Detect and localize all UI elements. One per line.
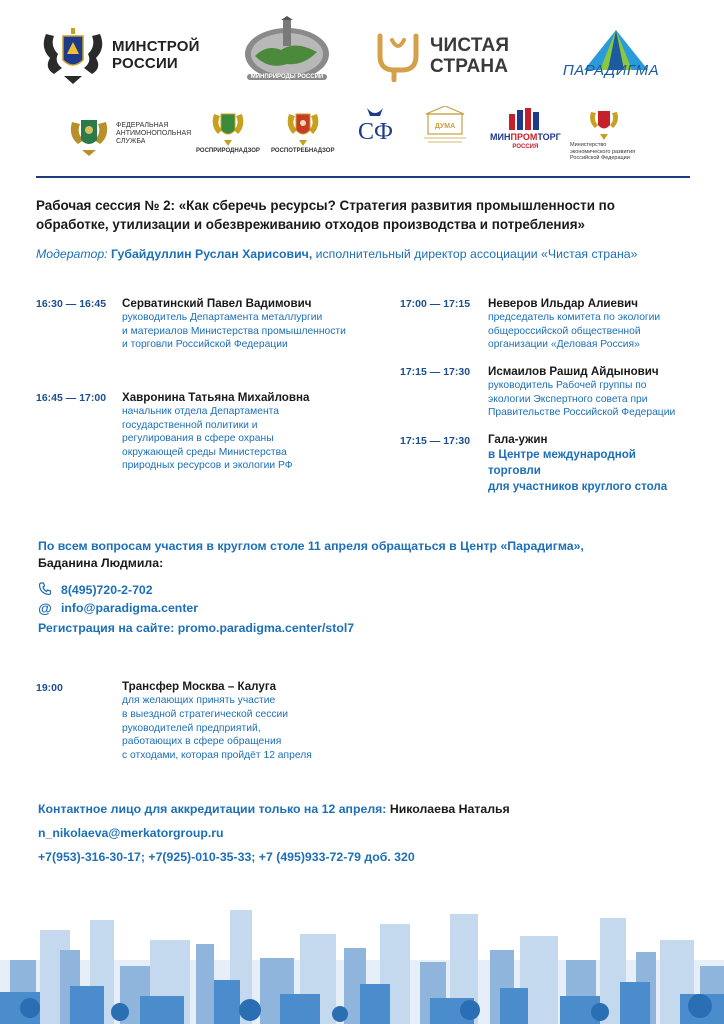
registration-link[interactable]: Регистрация на сайте: promo.paradigma.center/stol7 (38, 621, 355, 635)
moderator-name: Губайдуллин Руслан Харисович, (111, 247, 313, 261)
schedule-item (488, 432, 718, 495)
contact-email[interactable]: info@paradigma.center (61, 601, 199, 615)
logo-minpromtorg (490, 108, 561, 151)
gala-title: Гала-ужин (488, 433, 548, 446)
logo-minekonomrazvitiya (570, 106, 635, 162)
speaker-role: руководитель Департамента металлургии и материалов Министерства промышленности и торговли Российской Федерации (122, 312, 346, 351)
header-divider (36, 176, 690, 178)
sf-emblem-icon (365, 106, 385, 120)
registration-row (38, 621, 354, 635)
chistaya-strana-name: ЧИСТАЯ СТРАНА (430, 35, 510, 77)
speaker-role: руководитель Рабочей группы по экологии Экспертного совета при Правительстве Российской Федерации (488, 380, 676, 419)
minpromtorg-name: МИНПРОМТОРГ (490, 132, 561, 142)
contact-email-row (38, 600, 198, 616)
transfer-title: Трансфер Москва – Калуга (122, 680, 277, 693)
schedule-item (122, 390, 384, 473)
minek-emblem-icon (588, 106, 620, 140)
logo-rospotrebnadzor (271, 108, 334, 154)
accreditation-phones[interactable]: +7(953)-316-30-17; +7(925)-010-35-33; +7 (495)933-72-79 доб. 320 (38, 850, 415, 864)
logo-minprirody (241, 16, 333, 80)
rosprirodnadzor-emblem-icon (210, 108, 246, 146)
schedule-time: 16:30 — 16:45 (36, 298, 107, 310)
schedule-time: 17:15 — 17:30 (400, 366, 471, 378)
sf-name: СФ (358, 119, 393, 145)
logo-chistaya-strana (372, 30, 509, 82)
schedule-item (488, 296, 718, 352)
accreditation-name: Николаева Наталья (389, 802, 510, 816)
minprirody-name: МИНПРИРОДЫ РОССИИ (247, 74, 327, 80)
transfer-block (122, 679, 382, 763)
schedule-time: 16:45 — 17:00 (36, 392, 107, 404)
accreditation-email[interactable]: n_nikolaeva@merkatorgroup.ru (38, 826, 224, 840)
duma-emblem-icon (420, 106, 470, 146)
moderator-line (36, 246, 696, 262)
phone-icon (38, 582, 52, 598)
minek-name: Министерство экономического развития Российской Федерации (570, 142, 636, 161)
fas-name: ФЕДЕРАЛЬНАЯ АНТИМОНОПОЛЬНАЯ СЛУЖБА (116, 122, 192, 145)
minstroy-name: МИНСТРОЙ РОССИИ (112, 38, 200, 72)
speaker-role: председатель комитета по экологии общероссийской общественной организации «Деловая Россия» (488, 312, 661, 351)
speaker-name: Хавронина Татьяна Михайловна (122, 391, 310, 404)
schedule-item (488, 364, 718, 420)
accreditation-line (38, 802, 510, 816)
contact-person: Баданина Людмила: (38, 556, 164, 570)
schedule-time: 17:00 — 17:15 (400, 298, 471, 310)
fas-emblem-icon (68, 112, 110, 156)
logo-minstroy (40, 24, 200, 86)
gala-details: в Центре международной торговли для участников круглого стола (488, 448, 668, 493)
minpromtorg-emblem-icon (505, 108, 545, 130)
moderator-label: Модератор: (36, 247, 108, 261)
session-title: Рабочая сессия № 2: «Как сберечь ресурсы? Стратегия развития промышленности по обработке, утилизации и обезвреживанию отходов производства и потребления» (36, 198, 615, 232)
contact-phone[interactable]: 8(495)720-2-702 (61, 583, 153, 597)
city-skyline-illustration (0, 900, 724, 1024)
contact-intro: По всем вопросам участия в круглом столе 11 апреля обращаться в Центр «Парадигма», (38, 539, 584, 553)
schedule-item (122, 296, 384, 352)
moderator-role: исполнительный директор ассоциации «Чистая страна» (315, 247, 638, 261)
speaker-role: начальник отдела Департамента государственной политики и регулирования в сфере охраны окружающей среды Министерства природных ресурсов и экологии РФ (122, 406, 293, 472)
speaker-name: Серватинский Павел Вадимович (122, 297, 312, 310)
rosprirodnadzor-name: РОСПРИРОДНАДЗОР (196, 148, 260, 154)
transfer-time: 19:00 (36, 682, 63, 694)
chistaya-strana-icon (372, 30, 424, 82)
paradigma-name: ПАРАДИГМА (562, 62, 660, 79)
rospotrebnadzor-name: РОСПОТРЕБНАДЗОР (271, 148, 335, 154)
speaker-name: Неверов Ильдар Алиевич (488, 297, 638, 310)
minstroy-emblem-icon (40, 24, 106, 86)
accreditation-label: Контактное лицо для аккредитации только на 12 апреля: (38, 802, 387, 816)
logo-sovet-federacii (358, 106, 393, 144)
logo-paradigma (556, 30, 666, 79)
logo-duma (420, 106, 470, 146)
minprirody-emblem-icon (241, 16, 333, 82)
rospotrebnadzor-emblem-icon (285, 108, 321, 146)
logo-rosprirodnadzor (196, 108, 260, 154)
speaker-name: Исмаилов Рашид Айдынович (488, 365, 659, 378)
minpromtorg-country: РОССИЯ (512, 144, 539, 150)
duma-label: ДУМА (434, 123, 456, 130)
transfer-desc: для желающих принять участие в выездной стратегической сессии руководителей предприятий, работающих в сфере обращения с отходами, которая пройдёт 12 апреля (122, 695, 312, 762)
at-icon: @ (38, 600, 52, 616)
logo-fas (68, 112, 191, 156)
schedule-time: 17:15 — 17:30 (400, 435, 471, 447)
contact-phone-row (38, 582, 153, 598)
contact-block (38, 538, 698, 572)
